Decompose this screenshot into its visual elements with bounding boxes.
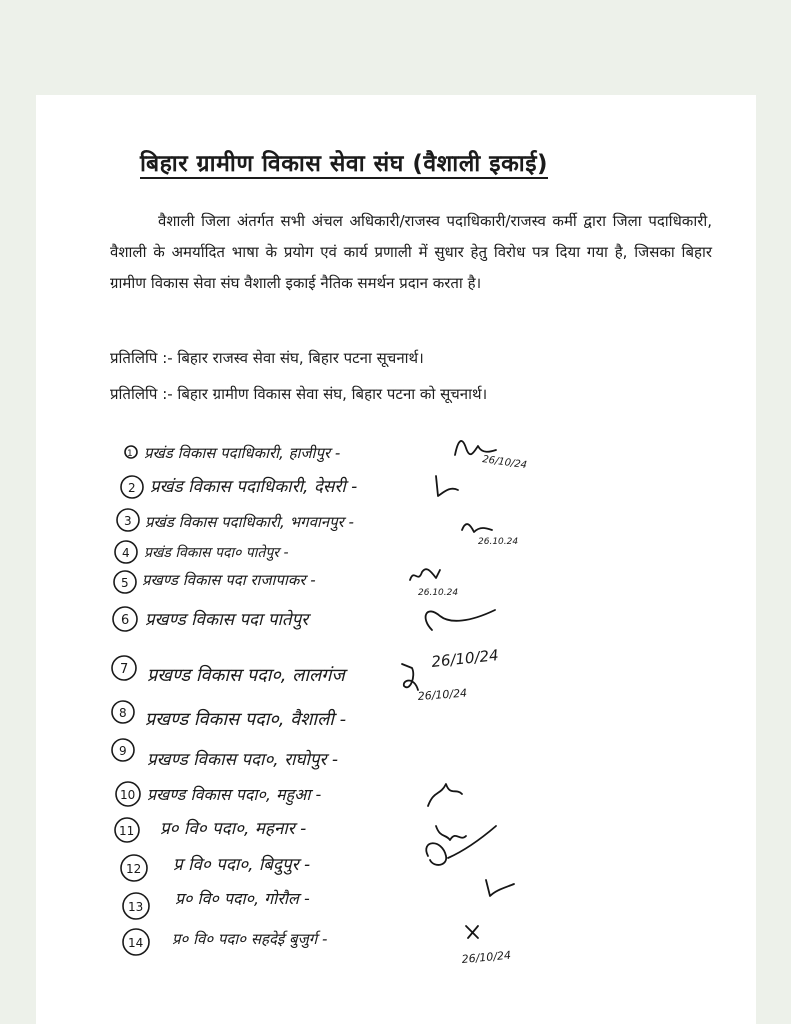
signatory-entry-10 <box>116 782 322 806</box>
copy-line-2: प्रतिलिपि :- बिहार ग्रामीण विकास सेवा संघ, बिहार पटना को सूचनार्थ। <box>110 385 488 403</box>
entry-number: 4 <box>122 546 130 560</box>
entry-number: 6 <box>121 613 130 628</box>
signature-3 <box>462 524 492 532</box>
entry-number: 11 <box>119 824 135 838</box>
entry-text: प्रखंड विकास पदा० पातेपुर - <box>144 545 289 561</box>
entry-number: 9 <box>119 744 127 758</box>
entry-text: प्र० वि० पदा०, महनार - <box>160 819 307 839</box>
entry-text: प्र० वि० पदा०, गोरौल - <box>175 889 310 908</box>
signature-7 <box>402 664 418 690</box>
entry-text: प्रखण्ड विकास पदा पातेपुर <box>145 610 309 630</box>
entry-number: 1 <box>127 449 133 459</box>
entry-text: प्रखण्ड विकास पदा०, राघोपुर - <box>147 750 339 770</box>
signatory-entry-6 <box>113 607 311 631</box>
entry-text: प्र वि० पदा०, बिदुपुर - <box>173 855 311 875</box>
signature-13 <box>486 880 514 896</box>
entry-date: 26.10.24 <box>478 537 519 547</box>
entry-number: 8 <box>119 706 127 720</box>
entry-number: 7 <box>120 662 129 677</box>
copy-line-1: प्रतिलिपि :- बिहार राजस्व सेवा संघ, बिहार पटना सूचनार्थ। <box>110 349 424 367</box>
entry-number: 2 <box>128 481 136 495</box>
entry-date: 26/10/24 <box>481 454 528 472</box>
entry-number: 5 <box>121 576 129 590</box>
signatory-entry-4 <box>115 541 289 563</box>
entry-text: प्रखण्ड विकास पदा०, वैशाली - <box>145 709 347 730</box>
entry-text: प्रखंड विकास पदाधिकारी, भगवानपुर - <box>145 513 354 531</box>
entry-text: प्रखंड विकास पदाधिकारी, देसरी - <box>150 477 358 497</box>
entry-number: 13 <box>128 900 144 914</box>
signatory-entry-14 <box>123 929 511 966</box>
entry-date: 26/10/24 <box>430 646 500 671</box>
signature-11 <box>436 826 466 840</box>
signatory-entry-2 <box>121 476 357 498</box>
letter-title: बिहार ग्रामीण विकास सेवा संघ (वैशाली इकाई) <box>140 151 548 177</box>
entry-date: 26/10/24 <box>417 686 468 703</box>
signatory-entry-8 <box>112 687 467 730</box>
signature-10 <box>428 784 462 806</box>
entry-text: प्रखंड विकास पदाधिकारी, हाजीपुर - <box>144 444 341 462</box>
signatory-entry-3 <box>117 509 518 547</box>
signatory-entry-5 <box>114 571 458 598</box>
signatory-entry-9 <box>112 739 338 770</box>
entry-text: प्रखण्ड विकास पदा राजापाकर - <box>142 571 316 589</box>
entry-text: प्र० वि० पदा० सहदेई बुजुर्ग - <box>172 930 328 948</box>
entry-date: 26/10/24 <box>461 948 512 966</box>
signatory-entry-11 <box>115 818 306 842</box>
entry-text: प्रखण्ड विकास पदा०, महुआ - <box>147 785 322 804</box>
signatory-entry-13 <box>123 889 310 919</box>
signature-1 <box>455 441 496 455</box>
signature-6 <box>426 610 495 630</box>
entry-date: 26.10.24 <box>418 588 459 598</box>
entry-number: 10 <box>120 788 136 802</box>
signature-2 <box>436 476 458 496</box>
signatory-entry-7 <box>112 646 499 686</box>
entry-number: 14 <box>128 936 144 950</box>
signature-14 <box>466 926 478 938</box>
signature-5 <box>410 569 440 580</box>
letter-body: वैशाली जिला अंतर्गत सभी अंचल अधिकारी/राजस्व पदाधिकारी/राजस्व कर्मी द्वारा जिला पदाधिकारी, वैशाली के अमर्यादित भाषा के प्रयोग एवं कार्य प्रणाली में सुधार हेतु विरोध पत्र दिया गया है, जिसका बिहार ग्रामीण विकास सेवा संघ वैशाली इकाई नैतिक समर्थन प्रदान करता है। <box>110 212 712 292</box>
entry-text: प्रखण्ड विकास पदा०, लालगंज <box>147 665 345 686</box>
entry-number: 12 <box>126 862 142 876</box>
signatory-entry-12 <box>121 854 310 881</box>
signatory-entry-1 <box>125 444 528 471</box>
entry-number: 3 <box>124 514 132 528</box>
signature-12 <box>426 826 496 865</box>
